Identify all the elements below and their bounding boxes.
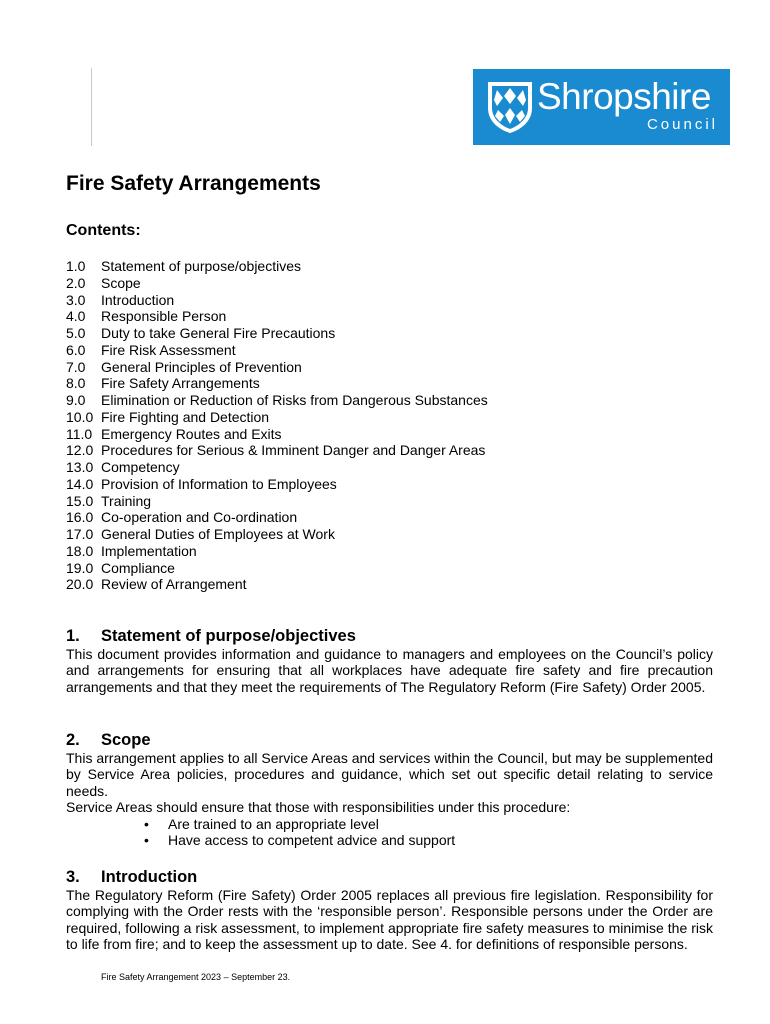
toc-item-label: Elimination or Reduction of Risks from Dangerous Substances bbox=[101, 392, 488, 408]
toc-item-label: Responsible Person bbox=[101, 308, 227, 325]
section-2-number: 2. bbox=[66, 731, 80, 749]
toc-item-label: Co-operation and Co-ordination bbox=[101, 509, 298, 526]
toc-item-label: Training bbox=[101, 492, 152, 509]
toc-item bbox=[66, 258, 488, 275]
toc-item-number: 12.0 bbox=[66, 442, 94, 459]
section-3-number: 3. bbox=[66, 868, 80, 886]
toc-item-label: General Principles of Prevention bbox=[101, 358, 302, 375]
toc-item-label: Fire Fighting and Detection bbox=[101, 408, 270, 425]
toc-item bbox=[66, 576, 488, 593]
toc-item-label: Compliance bbox=[101, 559, 175, 576]
logo-subtitle: Council bbox=[646, 116, 718, 133]
toc-item-number: 9.0 bbox=[66, 392, 86, 408]
toc-item-number: 4.0 bbox=[66, 308, 86, 325]
section-3-heading bbox=[66, 867, 713, 887]
toc-item-label: General Duties of Employees at Work bbox=[101, 526, 335, 542]
toc-item bbox=[66, 543, 488, 560]
bullet-icon: • bbox=[144, 815, 149, 832]
toc-item-label: Emergency Routes and Exits bbox=[101, 425, 282, 442]
toc-item bbox=[66, 375, 488, 392]
section-1-body: This document provides information and guidance to managers and employees on the Council’s policy and arrangements for ensuring that all workplaces have adequate fire safety and fire precaution arrangements and that they meet the requirements of The Regulatory Reform (Fire Safety) Order 2005. bbox=[66, 646, 713, 695]
logo-name: Shropshire bbox=[537, 76, 711, 117]
toc-item-label: Introduction bbox=[101, 291, 175, 308]
toc-item bbox=[66, 426, 488, 443]
toc-item bbox=[66, 325, 488, 342]
toc-item-number: 14.0 bbox=[66, 475, 94, 492]
crest-icon bbox=[486, 80, 534, 134]
toc-item bbox=[66, 392, 488, 409]
toc-item-number: 3.0 bbox=[66, 291, 86, 308]
toc-item-label: Implementation bbox=[101, 542, 197, 559]
toc-item-label: Competency bbox=[101, 459, 180, 475]
toc-item-label: Statement of purpose/objectives bbox=[101, 258, 302, 274]
toc-item bbox=[66, 526, 488, 543]
toc-item-label: Provision of Information to Employees bbox=[101, 475, 337, 492]
toc-item-number: 1.0 bbox=[66, 258, 86, 274]
toc-item-number: 5.0 bbox=[66, 325, 86, 341]
section-2-body-2: Service Areas should ensure that those with responsibilities under this procedure: bbox=[66, 799, 571, 816]
section-1-number: 1. bbox=[66, 627, 80, 645]
toc-item-number: 13.0 bbox=[66, 459, 94, 475]
table-of-contents bbox=[66, 258, 488, 593]
toc-item-number: 17.0 bbox=[66, 526, 94, 542]
section-3 bbox=[66, 867, 713, 953]
section-2-title: Scope bbox=[101, 731, 151, 749]
toc-item-label: Fire Safety Arrangements bbox=[101, 375, 260, 392]
section-1 bbox=[66, 626, 713, 695]
toc-item-label: Scope bbox=[101, 274, 141, 291]
page-title: Fire Safety Arrangements bbox=[66, 172, 321, 195]
bullet-icon: • bbox=[144, 832, 149, 849]
toc-item-number: 15.0 bbox=[66, 492, 94, 509]
toc-item bbox=[66, 342, 488, 359]
section-2-bullets bbox=[66, 816, 713, 849]
toc-item bbox=[66, 275, 488, 292]
toc-item bbox=[66, 308, 488, 325]
toc-item-number: 7.0 bbox=[66, 358, 86, 375]
section-3-title: Introduction bbox=[101, 868, 198, 886]
section-2-body: This arrangement applies to all Service Areas and services within the Council, but may be supplemented by Service Area policies, procedures and guidance, which set out specific detail relating to service needs. bbox=[66, 750, 713, 799]
toc-item-number: 20.0 bbox=[66, 576, 94, 593]
section-1-heading bbox=[66, 626, 713, 646]
toc-item-number: 18.0 bbox=[66, 542, 94, 559]
toc-item bbox=[66, 292, 488, 309]
toc-item-label: Fire Risk Assessment bbox=[101, 341, 236, 358]
toc-item-number: 10.0 bbox=[66, 408, 94, 425]
section-3-body: The Regulatory Reform (Fire Safety) Order 2005 replaces all previous fire legislation. Responsibility for complying with the Order rests with the ‘responsible person’. Responsible persons under the Order are required, following a risk assessment, to implement appropriate fire safety measures to minimise the risk to life from fire; and to keep the assessment up to date. See 4. for definitions of responsible persons. bbox=[66, 887, 713, 953]
section-1-title: Statement of purpose/objectives bbox=[101, 627, 356, 645]
section-2-heading bbox=[66, 730, 713, 750]
toc-item-label: Procedures for Serious & Imminent Danger and Danger Areas bbox=[101, 442, 486, 459]
bullet-item: • Are trained to an appropriate level bbox=[144, 815, 379, 832]
toc-item bbox=[66, 476, 488, 493]
toc-item bbox=[66, 459, 488, 476]
shropshire-council-logo bbox=[473, 69, 730, 145]
toc-item-number: 8.0 bbox=[66, 375, 86, 392]
margin-divider bbox=[91, 68, 92, 146]
toc-item-number: 11.0 bbox=[66, 425, 93, 442]
toc-item bbox=[66, 493, 488, 510]
bullet-item: • Have access to competent advice and support bbox=[144, 832, 456, 849]
toc-item bbox=[66, 509, 488, 526]
toc-item bbox=[66, 409, 488, 426]
page-footer: Fire Safety Arrangement 2023 – September 23. bbox=[101, 972, 291, 982]
toc-item-label: Review of Arrangement bbox=[101, 576, 247, 593]
toc-item bbox=[66, 442, 488, 459]
contents-heading: Contents: bbox=[66, 222, 141, 239]
toc-item bbox=[66, 359, 488, 376]
toc-item-number: 6.0 bbox=[66, 341, 86, 358]
toc-item-number: 19.0 bbox=[66, 559, 94, 576]
toc-item-number: 2.0 bbox=[66, 274, 86, 291]
toc-item bbox=[66, 560, 488, 577]
section-2 bbox=[66, 730, 713, 848]
toc-item-number: 16.0 bbox=[66, 509, 94, 526]
toc-item-label: Duty to take General Fire Precautions bbox=[101, 325, 336, 341]
